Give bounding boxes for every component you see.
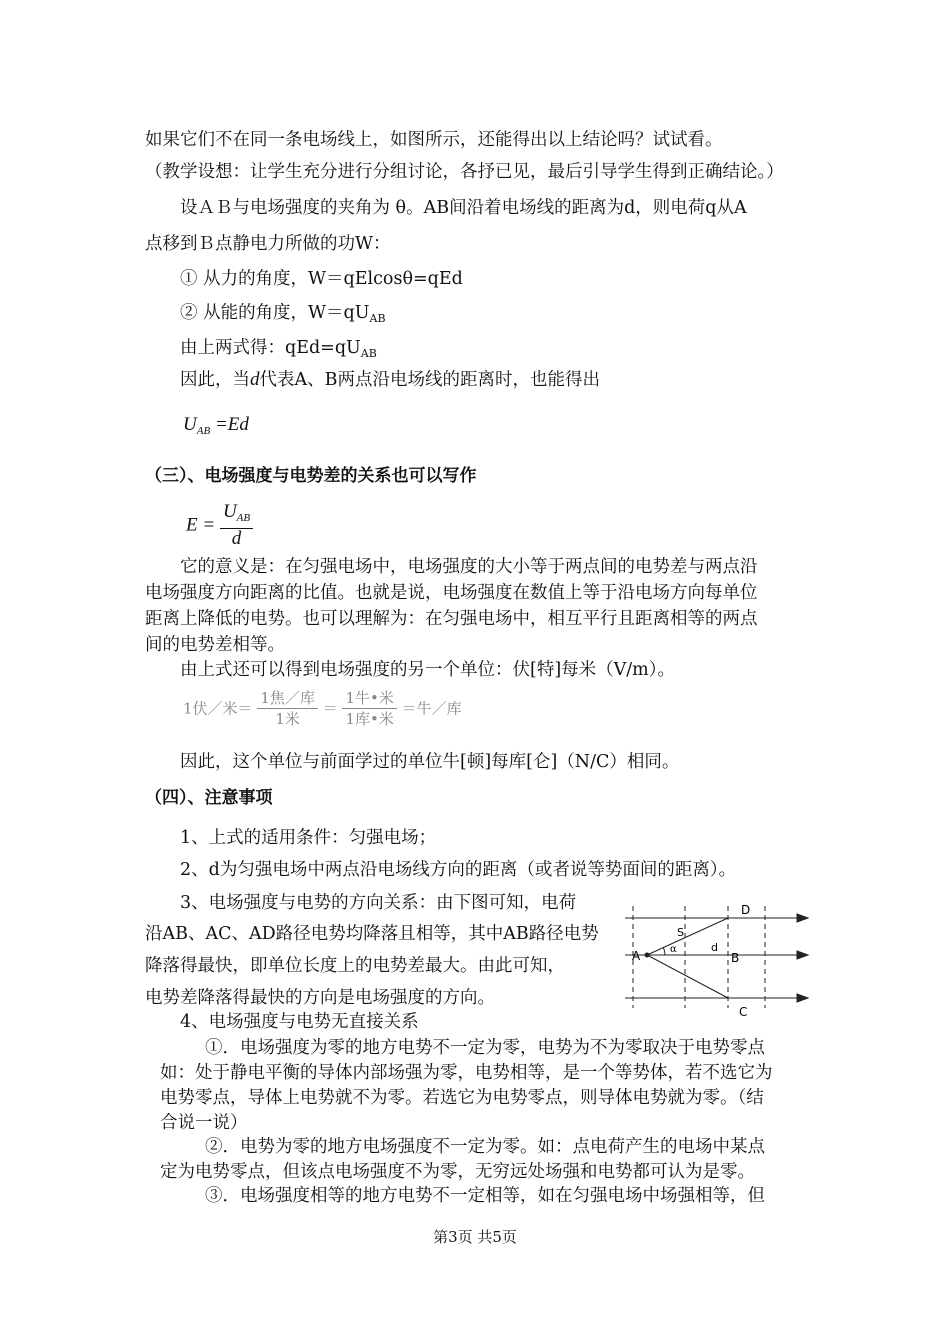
text-line: 距离上降低的电势。也可以理解为：在匀强电场中，相互平行且距离相等的两点 <box>145 609 758 629</box>
subscript: AB <box>360 347 377 360</box>
fraction <box>257 688 318 729</box>
text-line <box>180 336 377 366</box>
text-line: 电势零点，导体上电势就不为零。若选它为电势零点，则导体电势就为零。（结 <box>160 1088 764 1108</box>
angle-arc <box>663 947 665 955</box>
text-line: ①．电场强度为零的地方电势不一定为零，电势为不为零取决于电势零点 <box>205 1038 765 1058</box>
formula-uab <box>183 413 249 443</box>
denominator: 1米 <box>275 710 300 728</box>
formula-part: =Ed <box>214 414 249 435</box>
text-line: 由上式还可以得到电场强度的另一个单位：伏[特]每米（V/m）。 <box>180 660 676 680</box>
label-alpha: α <box>670 944 677 955</box>
text-line: 降落得最快，即单位长度上的电势差最大。由此可知， <box>145 956 565 976</box>
label-d-point: D <box>741 903 751 917</box>
text-line: 电场强度方向距离的比值。也就是说，电场强度在数值上等于沿电场方向每单位 <box>145 583 758 603</box>
numerator: 1焦／库 <box>257 688 318 709</box>
denominator: d <box>231 528 242 549</box>
subscript: AB <box>369 312 386 325</box>
label-s: S <box>677 926 684 939</box>
subscript: AB <box>236 512 251 524</box>
text-line: 合说一说） <box>160 1113 248 1133</box>
text-line <box>180 368 600 392</box>
numerator: 1牛•米 <box>342 688 396 709</box>
page-footer: 第3页 共5页 <box>433 1228 517 1246</box>
formula-part: U <box>222 501 237 522</box>
text-line: 1、上式的适用条件：匀强电场； <box>180 828 437 848</box>
text-line: 4、电场强度与电势无直接关系 <box>180 1012 419 1032</box>
formula-part: E = <box>186 514 216 536</box>
text-line: 电势差降落得最快的方向是电场强度的方向。 <box>145 988 495 1008</box>
text-line: 设ＡＢ与电场强度的夹角为 θ。AB间沿着电场线的距离为d，则电荷q从A <box>180 198 747 218</box>
numerator <box>220 502 253 529</box>
unit-part: ＝牛／库 <box>401 699 462 718</box>
text-part: 代表A、B两点沿电场线的距离时，也能得出 <box>259 370 600 390</box>
math-var: d <box>250 369 260 390</box>
text-line: 间的电势差相等。 <box>145 635 285 655</box>
paths <box>647 918 728 998</box>
section-heading: （四）、注意事项 <box>145 788 273 808</box>
text-line: 2、d为匀强电场中两点沿电场线方向的距离（或者说等势面间的距离）。 <box>180 860 737 880</box>
text-line: 如果它们不在同一条电场线上，如图所示，还能得出以上结论吗？试试看。 <box>145 130 723 150</box>
text-line: 点移到Ｂ点静电力所做的功W： <box>145 234 391 254</box>
label-c: C <box>739 1005 748 1019</box>
text-line: ① 从力的角度，W＝qElcosθ=qEd <box>180 269 463 289</box>
text-part: ② 从能的角度，W＝qU <box>180 303 370 323</box>
label-b: B <box>731 951 740 965</box>
formula-e <box>186 502 253 549</box>
text-line: 因此，这个单位与前面学过的单位牛[顿]每库[仑]（N/C）相同。 <box>180 752 680 772</box>
text-line: 它的意义是：在匀强电场中，电场强度的大小等于两点间的电势差与两点沿 <box>180 557 758 577</box>
unit-part: 1伏／米＝ <box>183 699 253 718</box>
text-line <box>180 301 386 331</box>
text-line: 3、电场强度与电势的方向关系：由下图可知，电荷 <box>180 893 577 913</box>
path-ac <box>647 955 728 998</box>
label-d: d <box>711 941 718 954</box>
label-a: A <box>632 949 641 963</box>
text-line: （教学设想：让学生充分进行分组讨论，各抒已见，最后引导学生得到正确结论。） <box>145 162 784 182</box>
denominator: 1库•米 <box>345 710 394 728</box>
unit-equation <box>183 688 462 729</box>
formula-part: U <box>183 414 197 435</box>
text-part: 由上两式得：qEd=qU <box>180 338 361 358</box>
text-line: 如：处于静电平衡的导体内部场强为零，电势相等，是一个等势体，若不选它为 <box>160 1063 773 1083</box>
text-line: ③．电场强度相等的地方电势不一定相等，如在匀强电场中场强相等，但 <box>205 1186 765 1206</box>
field-diagram <box>625 898 815 1023</box>
text-line: 定为电势零点，但该点电场强度不为零，无穷远处场强和电势都可认为是零。 <box>160 1162 755 1182</box>
equipotential-lines <box>633 906 765 1008</box>
unit-part: ＝ <box>322 699 338 718</box>
section-heading: （三）、电场强度与电势差的关系也可以写作 <box>145 466 477 486</box>
text-line: ②．电势为零的地方电场强度不一定为零。如：点电荷产生的电场中某点 <box>205 1137 765 1157</box>
text-line: 沿AB、AC、AD路径电势均降落且相等，其中AB路径电势 <box>145 924 599 944</box>
point-a <box>645 953 650 958</box>
fraction <box>220 502 253 549</box>
text-part: 因此，当 <box>180 370 250 390</box>
subscript: AB <box>196 425 211 437</box>
fraction <box>342 688 396 729</box>
